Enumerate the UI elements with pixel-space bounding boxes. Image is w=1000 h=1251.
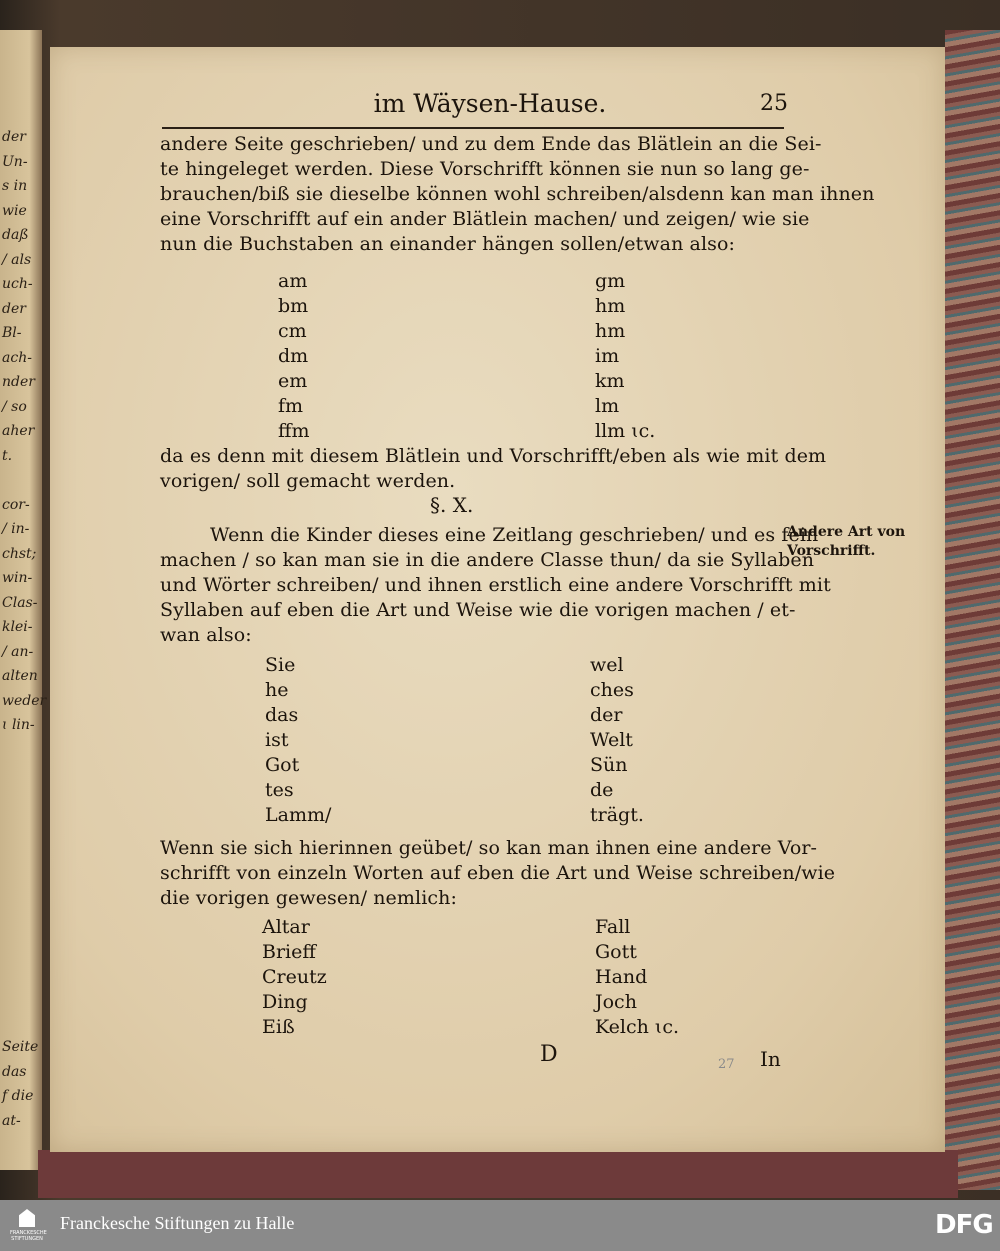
list-item: gm xyxy=(595,270,626,292)
list-item: Creutz xyxy=(262,966,327,988)
text-line: machen / so kan man sie in die andere Classe thun/ da sie Syllaben xyxy=(160,549,815,571)
list-item: am xyxy=(278,270,308,292)
left-page-fragment xyxy=(2,468,38,493)
list-item: Sie xyxy=(265,654,296,676)
left-page-fragment: weder xyxy=(2,692,47,709)
list-item: Ding xyxy=(262,991,308,1013)
left-page-fragment: ɩ lin- xyxy=(2,717,35,733)
text-line: vorigen/ soll gemacht werden. xyxy=(160,470,456,492)
list-item: trägt. xyxy=(590,804,644,826)
marginal-note-line: Vorschrifft. xyxy=(787,543,876,559)
left-page-fragment: / als xyxy=(2,251,32,268)
list-item: Gott xyxy=(595,941,637,963)
text-line: die vorigen gewesen/ nemlich: xyxy=(160,887,457,909)
text-line: Wenn die Kinder dieses eine Zeitlang geschrieben/ und es fein xyxy=(210,524,819,546)
running-head: im Wäysen-Hause. xyxy=(373,89,607,118)
dfg-logo[interactable]: DFG xyxy=(935,1210,993,1240)
list-item: Kelch ɩc. xyxy=(595,1016,680,1038)
left-page-fragment: win- xyxy=(2,570,33,586)
left-page-fragment: wie xyxy=(2,202,27,219)
book-board xyxy=(38,1150,958,1198)
logo-caption: FRANCKESCHE STIFTUNGEN xyxy=(10,1230,47,1242)
pencil-note: 27 xyxy=(718,1057,735,1072)
text-line: wan also: xyxy=(160,624,252,646)
word-list-left xyxy=(265,653,331,828)
page-number: 25 xyxy=(760,91,788,116)
signature-mark: D xyxy=(540,1042,558,1067)
list-item: km xyxy=(595,370,625,392)
text-line: andere Seite geschrieben/ und zu dem Ende das Blätlein an die Sei- xyxy=(160,133,822,155)
left-page-fragment: / an- xyxy=(2,643,34,660)
left-page-fragment: daß xyxy=(2,227,29,243)
left-page-fragment: der xyxy=(2,129,26,145)
left-page-fragment: Un- xyxy=(2,153,28,170)
list-item: Lamm/ xyxy=(265,804,332,826)
left-page-fragment: der xyxy=(2,300,26,317)
syllable-list-left xyxy=(278,269,310,444)
left-page-fragment: uch- xyxy=(2,276,33,292)
word-list-right xyxy=(590,653,644,828)
footer-bar xyxy=(0,1200,1000,1251)
left-page-fragment: / so xyxy=(2,398,27,415)
left-page-fragment: Seite xyxy=(2,1039,39,1055)
list-item: Brieff xyxy=(262,941,316,963)
text-line: nun die Buchstaben an einander hängen sollen/etwan also: xyxy=(160,233,736,255)
foundation-logo-icon[interactable] xyxy=(10,1206,47,1244)
list-item: hm xyxy=(595,320,626,342)
list-item: cm xyxy=(278,320,307,342)
left-page-fragment: t. xyxy=(2,447,13,464)
text-line: schrifft von einzeln Worten auf eben die Art und Weise schreiben/wie xyxy=(160,862,836,884)
list-item: he xyxy=(265,679,289,701)
text-line: da es denn mit diesem Blätlein und Vorschrifft/eben als wie mit dem xyxy=(160,445,827,467)
marbled-cover xyxy=(945,30,1000,1190)
left-page-fragment: f die xyxy=(2,1088,34,1104)
noun-list-right xyxy=(595,915,679,1040)
list-item: ffm xyxy=(278,420,310,442)
list-item: dm xyxy=(278,345,309,367)
noun-list-left xyxy=(262,915,327,1040)
left-page-fragment: cor- xyxy=(2,496,30,513)
institution-name[interactable]: Franckesche Stiftungen zu Halle xyxy=(60,1213,295,1233)
text-line: brauchen/biß sie dieselbe können wohl schreiben/alsdenn kan man ihnen xyxy=(160,183,875,205)
list-item: bm xyxy=(278,295,309,317)
list-item: das xyxy=(265,704,299,726)
list-item: wel xyxy=(590,654,624,676)
text-line: Wenn sie sich hierinnen geübet/ so kan man ihnen eine andere Vor- xyxy=(160,837,818,859)
left-page-fragments-bottom xyxy=(2,1035,38,1133)
left-page-fragment: nder xyxy=(2,374,35,390)
list-item: hm xyxy=(595,295,626,317)
list-item: Welt xyxy=(590,729,633,751)
list-item: llm ɩc. xyxy=(595,420,656,442)
syllable-list-right xyxy=(595,269,655,444)
list-item: ches xyxy=(590,679,634,701)
section-mark: §. X. xyxy=(430,493,474,517)
building-icon xyxy=(19,1209,35,1227)
text-line: und Wörter schreiben/ und ihnen erstlich eine andere Vorschrifft mit xyxy=(160,574,831,596)
list-item: fm xyxy=(278,395,304,417)
list-item: Altar xyxy=(262,916,310,938)
marginal-note-line: Andere Art von xyxy=(787,524,906,540)
left-page-fragment: chst; xyxy=(2,545,37,562)
text-line: Syllaben auf eben die Art und Weise wie die vorigen machen / et- xyxy=(160,599,796,621)
list-item: tes xyxy=(265,779,294,801)
text-line: eine Vorschrifft auf ein ander Blätlein machen/ und zeigen/ wie sie xyxy=(160,208,810,230)
text-line: te hingeleget werden. Diese Vorschrifft können sie nun so lang ge- xyxy=(160,158,810,180)
document-page xyxy=(50,47,945,1152)
left-page-fragments-top xyxy=(2,125,47,738)
list-item: Hand xyxy=(595,966,648,988)
list-item: Got xyxy=(265,754,300,776)
list-item: im xyxy=(595,345,620,367)
list-item: em xyxy=(278,370,308,392)
left-page-fragment: s in xyxy=(2,178,28,194)
list-item: lm xyxy=(595,395,620,417)
left-page-fragment: klei- xyxy=(2,619,33,635)
left-page-fragment: das xyxy=(2,1063,27,1080)
list-item: ist xyxy=(265,729,289,751)
left-page-fragment: Bl- xyxy=(2,325,22,341)
left-page-edge xyxy=(0,30,47,1170)
list-item: der xyxy=(590,704,623,726)
list-item: Joch xyxy=(595,991,637,1013)
marginal-note xyxy=(787,523,905,561)
list-item: Sün xyxy=(590,754,628,776)
left-page-fragment: alten xyxy=(2,668,38,684)
left-page-fragment: aher xyxy=(2,423,35,439)
list-item: Fall xyxy=(595,916,631,938)
left-page-fragment: Clas- xyxy=(2,594,38,611)
left-page-fragment: / in- xyxy=(2,521,30,537)
left-page-fragment: at- xyxy=(2,1112,21,1129)
catchword: In xyxy=(760,1047,781,1071)
head-rule xyxy=(162,127,784,129)
list-item: de xyxy=(590,779,614,801)
list-item: Eiß xyxy=(262,1016,295,1038)
left-page-fragment: ach- xyxy=(2,349,32,366)
